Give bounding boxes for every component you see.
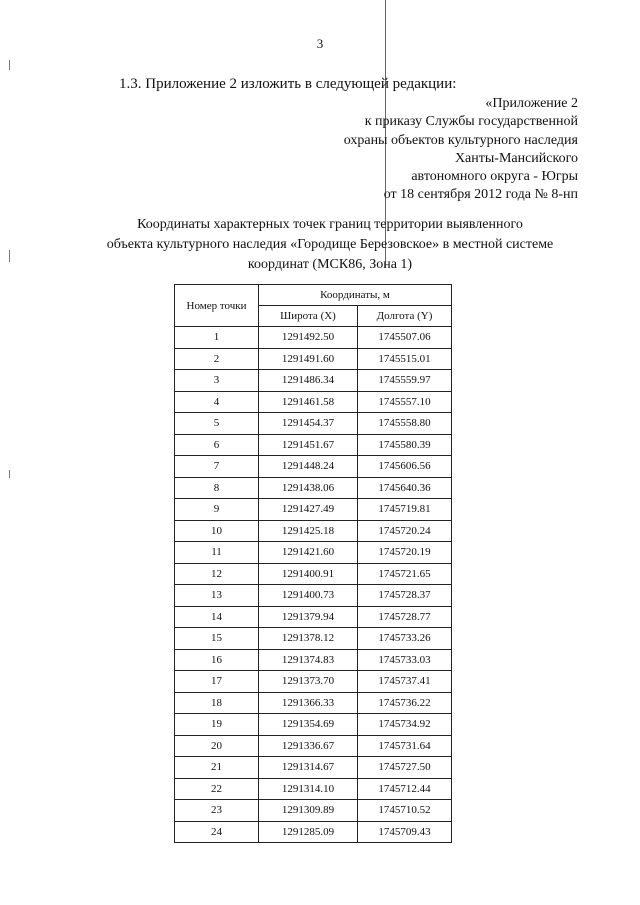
title-line: Координаты характерных точек границ территории выявленного [137, 217, 523, 232]
cell-latitude-x: 1291491.60 [259, 348, 358, 370]
cell-latitude-x: 1291492.50 [259, 327, 358, 349]
cell-longitude-y: 1745580.39 [358, 434, 452, 456]
table-row [175, 692, 452, 714]
page-number: 3 [316, 36, 324, 51]
cell-point-number: 13 [175, 585, 259, 607]
table-row [175, 606, 452, 628]
cell-point-number: 20 [175, 735, 259, 757]
table-row [175, 800, 452, 822]
cell-longitude-y: 1745710.52 [358, 800, 452, 822]
cell-latitude-x: 1291448.24 [259, 456, 358, 478]
cell-longitude-y: 1745734.92 [358, 714, 452, 736]
cell-point-number: 4 [175, 391, 259, 413]
cell-point-number: 24 [175, 821, 259, 843]
table-row [175, 585, 452, 607]
table-row [175, 714, 452, 736]
cell-latitude-x: 1291454.37 [259, 413, 358, 435]
table-row [175, 757, 452, 779]
cell-point-number: 19 [175, 714, 259, 736]
table-row [175, 370, 452, 392]
cell-point-number: 11 [175, 542, 259, 564]
appendix-line: «Приложение 2 [485, 96, 578, 111]
cell-point-number: 17 [175, 671, 259, 693]
table-row [175, 778, 452, 800]
appendix-header [344, 95, 578, 205]
cell-point-number: 22 [175, 778, 259, 800]
cell-longitude-y: 1745712.44 [358, 778, 452, 800]
cell-longitude-y: 1745719.81 [358, 499, 452, 521]
table-row [175, 628, 452, 650]
cell-longitude-y: 1745727.50 [358, 757, 452, 779]
cell-longitude-y: 1745558.80 [358, 413, 452, 435]
cell-latitude-x: 1291373.70 [259, 671, 358, 693]
cell-latitude-x: 1291336.67 [259, 735, 358, 757]
cell-longitude-y: 1745559.97 [358, 370, 452, 392]
table-row [175, 413, 452, 435]
cell-longitude-y: 1745507.06 [358, 327, 452, 349]
cell-longitude-y: 1745731.64 [358, 735, 452, 757]
title-line: объекта культурного наследия «Городище Березовское» в местной системе [106, 237, 554, 252]
cell-point-number: 21 [175, 757, 259, 779]
appendix-line: автономного округа - Югры [411, 169, 578, 185]
table-row [175, 649, 452, 671]
cell-point-number: 15 [175, 628, 259, 650]
cell-longitude-y: 1745557.10 [358, 391, 452, 413]
table-row [175, 671, 452, 693]
cell-latitude-x: 1291366.33 [259, 692, 358, 714]
appendix-line: Ханты-Мансийского [454, 150, 578, 166]
appendix-line: охраны объектов культурного наследия [343, 132, 578, 148]
cell-point-number: 23 [175, 800, 259, 822]
cell-latitude-x: 1291285.09 [259, 821, 358, 843]
scan-margin-mark [9, 250, 10, 262]
table-row [175, 499, 452, 521]
cell-longitude-y: 1745721.65 [358, 563, 452, 585]
cell-longitude-y: 1745720.19 [358, 542, 452, 564]
table-row [175, 542, 452, 564]
cell-latitude-x: 1291438.06 [259, 477, 358, 499]
cell-point-number: 6 [175, 434, 259, 456]
table-row [175, 563, 452, 585]
cell-longitude-y: 1745640.36 [358, 477, 452, 499]
cell-longitude-y: 1745736.22 [358, 692, 452, 714]
cell-longitude-y: 1745709.43 [358, 821, 452, 843]
cell-longitude-y: 1745720.24 [358, 520, 452, 542]
header-latitude-x: Широта (X) [259, 306, 358, 327]
table-row [175, 348, 452, 370]
cell-latitude-x: 1291486.34 [259, 370, 358, 392]
title-line: координат (МСК86, Зона 1) [247, 257, 413, 272]
cell-latitude-x: 1291400.73 [259, 585, 358, 607]
cell-latitude-x: 1291354.69 [259, 714, 358, 736]
cell-longitude-y: 1745728.77 [358, 606, 452, 628]
table-row [175, 477, 452, 499]
cell-point-number: 12 [175, 563, 259, 585]
cell-latitude-x: 1291309.89 [259, 800, 358, 822]
cell-latitude-x: 1291425.18 [259, 520, 358, 542]
cell-longitude-y: 1745515.01 [358, 348, 452, 370]
cell-latitude-x: 1291427.49 [259, 499, 358, 521]
cell-longitude-y: 1745733.03 [358, 649, 452, 671]
cell-latitude-x: 1291451.67 [259, 434, 358, 456]
appendix-line: к приказу Службы государственной [364, 114, 578, 130]
cell-point-number: 3 [175, 370, 259, 392]
table-row [175, 391, 452, 413]
table-row [175, 735, 452, 757]
table-row [175, 520, 452, 542]
cell-latitude-x: 1291421.60 [259, 542, 358, 564]
scan-margin-mark [9, 60, 10, 70]
table-row [175, 456, 452, 478]
table-body [175, 327, 452, 843]
header-point-number: Номер точки [175, 285, 259, 327]
cell-longitude-y: 1745733.26 [358, 628, 452, 650]
cell-point-number: 2 [175, 348, 259, 370]
amendment-line: 1.3. Приложение 2 изложить в следующей редакции: [119, 76, 457, 92]
cell-longitude-y: 1745737.41 [358, 671, 452, 693]
cell-point-number: 5 [175, 413, 259, 435]
cell-point-number: 14 [175, 606, 259, 628]
cell-point-number: 8 [175, 477, 259, 499]
header-longitude-y: Долгота (Y) [358, 306, 452, 327]
cell-point-number: 16 [175, 649, 259, 671]
table-row [175, 821, 452, 843]
table-row [175, 434, 452, 456]
cell-latitude-x: 1291314.10 [259, 778, 358, 800]
cell-latitude-x: 1291461.58 [259, 391, 358, 413]
cell-longitude-y: 1745606.56 [358, 456, 452, 478]
cell-point-number: 9 [175, 499, 259, 521]
cell-latitude-x: 1291314.67 [259, 757, 358, 779]
cell-latitude-x: 1291400.91 [259, 563, 358, 585]
cell-longitude-y: 1745728.37 [358, 585, 452, 607]
appendix-line: от 18 сентября 2012 года № 8-нп [383, 187, 578, 203]
cell-point-number: 7 [175, 456, 259, 478]
table-row [175, 327, 452, 349]
cell-point-number: 10 [175, 520, 259, 542]
scan-margin-mark [9, 470, 10, 478]
header-coordinates: Координаты, м [259, 285, 452, 306]
cell-latitude-x: 1291374.83 [259, 649, 358, 671]
cell-latitude-x: 1291378.12 [259, 628, 358, 650]
cell-point-number: 1 [175, 327, 259, 349]
cell-point-number: 18 [175, 692, 259, 714]
document-title [60, 215, 600, 275]
coordinates-table [174, 284, 452, 843]
cell-latitude-x: 1291379.94 [259, 606, 358, 628]
